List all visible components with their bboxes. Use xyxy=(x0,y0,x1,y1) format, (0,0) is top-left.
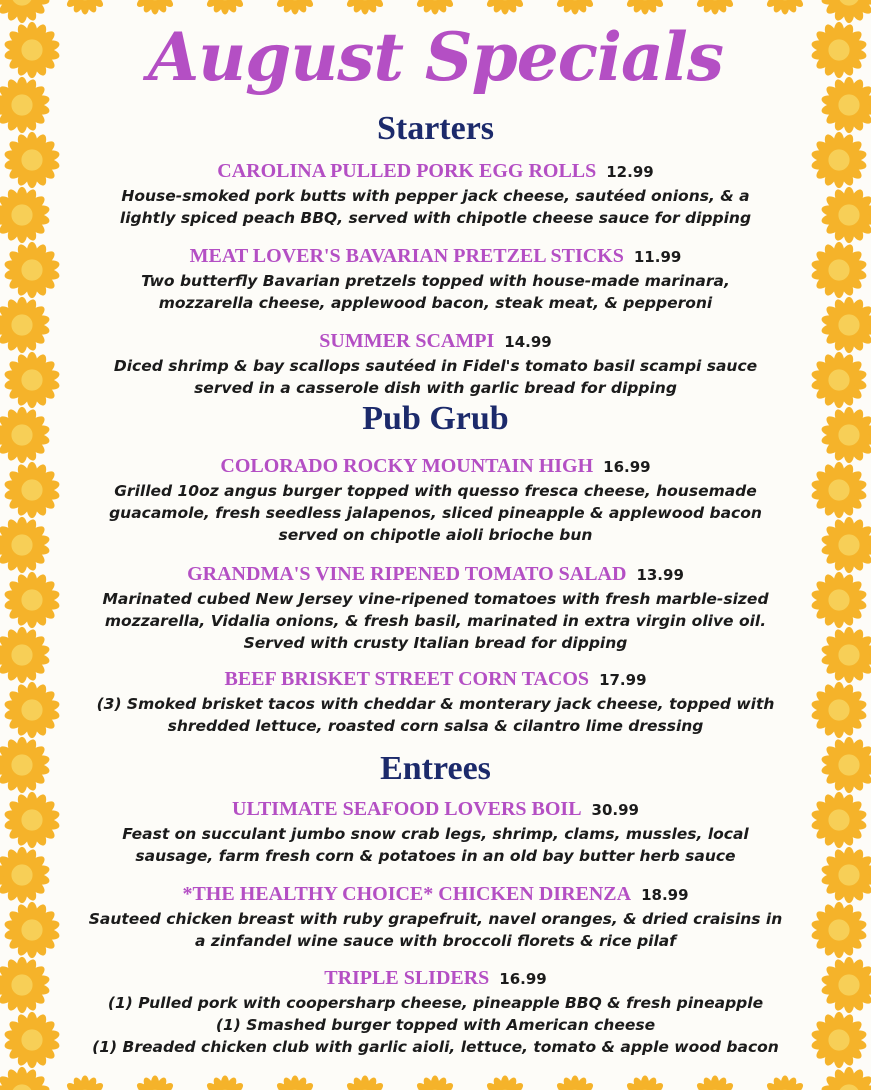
sunflower-icon xyxy=(0,297,51,353)
sunflower-icon xyxy=(132,0,178,14)
sunflower-icon xyxy=(132,1076,178,1090)
item-description xyxy=(70,185,801,229)
item-description-line: mozzarella, Vidalia onions, & fresh basil, marinated in extra virgin olive oil. xyxy=(104,612,767,630)
menu-item xyxy=(70,796,801,867)
menu-item xyxy=(70,666,801,737)
sunflower-icon xyxy=(810,132,867,188)
item-description-line: (1) Breaded chicken club with garlic aioli, lettuce, tomato & apple wood bacon xyxy=(92,1038,779,1056)
item-name: GRANDMA'S VINE RIPENED TOMATO SALAD xyxy=(187,563,627,585)
menu-item xyxy=(70,561,801,654)
sunflower-icon xyxy=(3,242,60,298)
sunflower-icon xyxy=(3,352,60,408)
menu-item xyxy=(70,453,801,546)
item-description-line: (3) Smoked brisket tacos with cheddar & monterary jack cheese, topped with xyxy=(96,695,775,713)
sunflower-icon xyxy=(0,737,51,793)
sunflower-icon xyxy=(810,22,867,78)
item-name: SUMMER SCAMPI xyxy=(319,330,495,352)
sunflower-icon xyxy=(202,0,248,14)
sunflower-icon xyxy=(810,352,867,408)
item-description xyxy=(70,480,801,546)
item-description xyxy=(70,693,801,737)
section-heading-pub-grub: Pub Grub xyxy=(362,400,509,437)
sunflower-icon xyxy=(0,77,51,133)
item-name: CAROLINA PULLED PORK EGG ROLLS xyxy=(217,160,597,182)
sunflower-icon xyxy=(810,572,867,628)
sunflower-icon xyxy=(820,0,871,23)
sunflower-icon xyxy=(810,242,867,298)
item-description-line: Diced shrimp & bay scallops sautéed in Fidel's tomato basil scampi sauce xyxy=(113,357,758,375)
item-description xyxy=(70,908,801,952)
sunflower-icon xyxy=(810,1012,867,1068)
item-description-line: mozzarella cheese, applewood bacon, steak meat, & pepperoni xyxy=(158,294,713,312)
sunflower-icon xyxy=(820,407,871,463)
sunflower-icon xyxy=(820,737,871,793)
item-description-line: Sauteed chicken breast with ruby grapefruit, navel oranges, & dried craisins in xyxy=(88,910,783,928)
item-description xyxy=(70,355,801,399)
item-description-line: Marinated cubed New Jersey vine-ripened tomatoes with fresh marble-sized xyxy=(102,590,769,608)
sunflower-icon xyxy=(62,1076,108,1090)
item-description-line: served on chipotle aioli brioche bun xyxy=(278,526,593,544)
item-description-line: Feast on succulant jumbo snow crab legs, shrimp, clams, mussles, local xyxy=(122,825,749,843)
item-price: 16.99 xyxy=(603,458,651,476)
sunflower-icon xyxy=(820,1067,871,1090)
sunflower-icon xyxy=(342,1076,388,1090)
item-name: *THE HEALTHY CHOICE* CHICKEN DIRENZA xyxy=(182,883,632,905)
sunflower-icon xyxy=(810,682,867,738)
sunflower-icon xyxy=(0,187,51,243)
item-price: 30.99 xyxy=(591,801,639,819)
item-name: BEEF BRISKET STREET CORN TACOS xyxy=(224,668,590,690)
sunflower-icon xyxy=(342,0,388,14)
item-name: ULTIMATE SEAFOOD LOVERS BOIL xyxy=(232,798,582,820)
sunflower-icon xyxy=(810,462,867,518)
item-description xyxy=(70,823,801,867)
item-description-line: a zinfandel wine sauce with broccoli florets & rice pilaf xyxy=(194,932,676,950)
item-description-line: served in a casserole dish with garlic bread for dipping xyxy=(194,379,677,397)
item-name: TRIPLE SLIDERS xyxy=(324,967,490,989)
sunflower-icon xyxy=(62,0,108,14)
sunflower-icon xyxy=(412,1076,458,1090)
item-name: MEAT LOVER'S BAVARIAN PRETZEL STICKS xyxy=(189,245,624,267)
sunflower-icon xyxy=(3,462,60,518)
sunflower-icon xyxy=(3,572,60,628)
item-description-line: shredded lettuce, roasted corn salsa & cilantro lime dressing xyxy=(167,717,704,735)
sunflower-icon xyxy=(622,0,668,14)
sunflower-icon xyxy=(762,1076,808,1090)
sunflower-icon xyxy=(0,1067,51,1090)
sunflower-icon xyxy=(0,957,51,1013)
sunflower-icon xyxy=(622,1076,668,1090)
sunflower-icon xyxy=(820,297,871,353)
sunflower-icon xyxy=(0,517,51,573)
sunflower-icon xyxy=(552,1076,598,1090)
sunflower-icon xyxy=(482,1076,528,1090)
item-description-line: Two butterfly Bavarian pretzels topped with house-made marinara, xyxy=(141,272,730,290)
item-description-line: lightly spiced peach BBQ, served with chipotle cheese sauce for dipping xyxy=(119,209,752,227)
section-heading-entrees: Entrees xyxy=(380,750,491,787)
item-description-line: Served with crusty Italian bread for dipping xyxy=(243,634,628,652)
sunflower-icon xyxy=(0,627,51,683)
sunflower-icon xyxy=(3,902,60,958)
sunflower-icon xyxy=(692,0,738,14)
sunflower-icon xyxy=(820,187,871,243)
sunflower-icon xyxy=(692,1076,738,1090)
page-title: August Specials xyxy=(147,18,723,96)
sunflower-icon xyxy=(482,0,528,14)
item-description-line: Grilled 10oz angus burger topped with quesso fresca cheese, housemade xyxy=(114,482,757,500)
item-price: 17.99 xyxy=(599,671,647,689)
sunflower-icon xyxy=(3,682,60,738)
sunflower-icon xyxy=(202,1076,248,1090)
sunflower-icon xyxy=(762,0,808,14)
item-description xyxy=(70,588,801,654)
item-description xyxy=(70,992,801,1058)
item-price: 14.99 xyxy=(504,333,552,351)
item-name: COLORADO ROCKY MOUNTAIN HIGH xyxy=(220,455,594,477)
item-description-line: (1) Pulled pork with coopersharp cheese, pineapple BBQ & fresh pineapple xyxy=(107,994,764,1012)
item-description-line: House-smoked pork butts with pepper jack cheese, sautéed onions, & a xyxy=(121,187,750,205)
item-price: 13.99 xyxy=(636,566,684,584)
sunflower-icon xyxy=(820,627,871,683)
item-description xyxy=(70,270,801,314)
section-heading-starters: Starters xyxy=(376,110,495,147)
sunflower-icon xyxy=(3,22,60,78)
sunflower-icon xyxy=(3,132,60,188)
sunflower-icon xyxy=(820,77,871,133)
menu-item xyxy=(70,965,801,1058)
sunflower-icon xyxy=(0,407,51,463)
sunflower-icon xyxy=(552,0,598,14)
sunflower-icon xyxy=(3,1012,60,1068)
menu-item xyxy=(70,328,801,399)
sunflower-icon xyxy=(3,792,60,848)
sunflower-icon xyxy=(0,0,51,23)
item-description-line: guacamole, fresh seedless jalapenos, sliced pineapple & applewood bacon xyxy=(109,504,762,522)
sunflower-icon xyxy=(0,847,51,903)
item-description-line: (1) Smashed burger topped with American cheese xyxy=(215,1016,656,1034)
sunflower-icon xyxy=(810,792,867,848)
sunflower-icon xyxy=(412,0,458,14)
sunflower-icon xyxy=(820,517,871,573)
sunflower-icon xyxy=(810,902,867,958)
menu-item xyxy=(70,243,801,314)
item-price: 16.99 xyxy=(499,970,547,988)
sunflower-icon xyxy=(272,1076,318,1090)
menu-item xyxy=(70,158,801,229)
sunflower-icon xyxy=(820,847,871,903)
sunflower-icon xyxy=(272,0,318,14)
item-price: 18.99 xyxy=(641,886,689,904)
item-price: 12.99 xyxy=(606,163,654,181)
item-description-line: sausage, farm fresh corn & potatoes in an old bay butter herb sauce xyxy=(135,847,736,865)
sunflower-icon xyxy=(820,957,871,1013)
item-price: 11.99 xyxy=(633,248,682,266)
menu-item xyxy=(70,881,801,952)
